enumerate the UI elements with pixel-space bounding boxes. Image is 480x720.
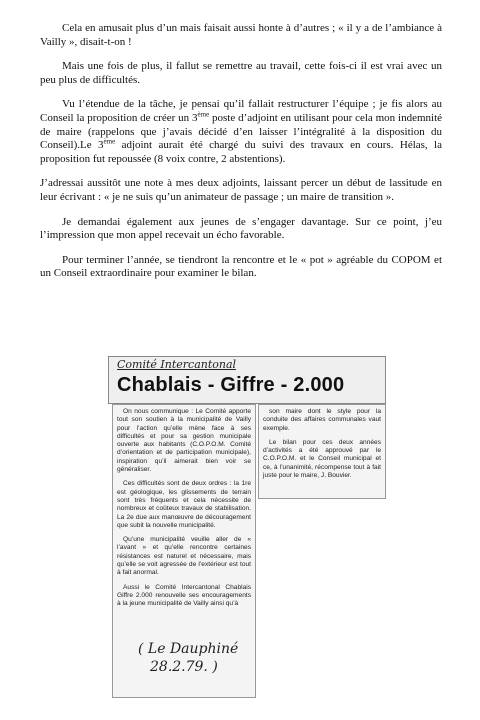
paragraph-6: Pour terminer l’année, se tiendront la rencontre et le « pot » agréable du COPOM et un Conseil extraordinaire pour examiner le bilan. — [40, 253, 442, 280]
source-date: 28.2.79. ) — [150, 659, 218, 675]
document-body — [40, 22, 442, 292]
clipping-header — [108, 356, 386, 404]
clipping-paragraph: Le bilan pour ces deux années d’activités a été approuvé par le C.O.P.O.M. et le Conseil municipal et ce, à l’unanimité, récompense tout à fait juste pour le maire, J. Bouvier. — [263, 438, 381, 480]
paragraph-3-part-c: adjoint aurait été chargé du suivi des travaux en cours. Hélas, la proposition fut repoussée (8 voix contre, 2 abstentions). — [40, 139, 442, 165]
clipping-paragraph: On nous communique : Le Comité apporte tout son soutien à la municipalité de Vailly pour l’action qu’elle mène face à ses difficultés et pour sa gestion municipale ouverte aux habitants (C.O.P.O.M. Comité d’orientation et de participation municipale), inspiration qu’il aimerait bien voir se généraliser. — [117, 408, 251, 474]
clipping-paragraph: Qu’une municipalité veuille aller de « l’avant » et qu’elle rencontre certaines résistances est naturel et nécessaire, mais qu’elle se voit agressée de l’extérieur est tout à fait anormal. — [117, 536, 251, 577]
paragraph-5: Je demandai également aux jeunes de s’engager davantage. Sur ce point, j’eu l’impression que mon appel recevait un écho favorable. — [40, 215, 442, 242]
paragraph-4: J’adressai aussitôt une note à mes deux adjoints, laissant percer un début de lassitude en leur écrivant : « je ne suis qu’un animateur de passage ; un maire de transition ». — [40, 177, 442, 203]
handwritten-note: Comité Intercantonal — [117, 358, 237, 371]
paragraph-3-part-b: poste d’adjoint en utilisant pour cela mon indemnité de maire (rappelons que j’avais décidé d’en laisser l’intégralité à la disposition du Conseil).Le 3 — [40, 111, 443, 152]
source-name: ( Le Dauphiné — [138, 641, 239, 657]
paragraph-3 — [40, 98, 442, 166]
clipping-headline: Chablais - Giffre - 2.000 — [117, 374, 345, 396]
clipping-paragraph: son maire dont le style pour la conduite des affaires communales vaut exemple. — [263, 408, 381, 432]
clipping-column-right — [258, 404, 386, 499]
clipping-paragraph: Aussi le Comité Intercantonal Chablais Giffre 2.000 renouvelle ses encouragements à la jeune municipalité de Vailly ainsi qu’à — [117, 583, 251, 608]
superscript-ordinal: ème — [103, 137, 116, 146]
paragraph-3-part-a: Vu l’étendue de la tâche, je pensai qu’il fallait restructurer l’équipe ; je fis alors au Conseil la proposition de créer un 3 — [40, 98, 442, 124]
paragraph-2: Mais une fois de plus, il fallut se remettre au travail, cette fois-ci il est vrai avec un peu plus de difficultés. — [40, 60, 442, 86]
clipping-paragraph: Ces difficultés sont de deux ordres : la 1re est géologique, les glissements de terrain sont très fréquents et cela nécessite de nombreux et coûteux travaux de stabilisation. La 2e due aux manœuvre de découragement que subit la nouvelle municipalité. — [117, 480, 251, 529]
superscript-ordinal: ème — [197, 110, 210, 119]
paragraph-1: Cela en amusait plus d’un mais faisait aussi honte à d’autres ; « il y a de l’ambiance à Vailly », disait-t-on ! — [40, 22, 442, 48]
handwritten-source — [138, 640, 238, 676]
